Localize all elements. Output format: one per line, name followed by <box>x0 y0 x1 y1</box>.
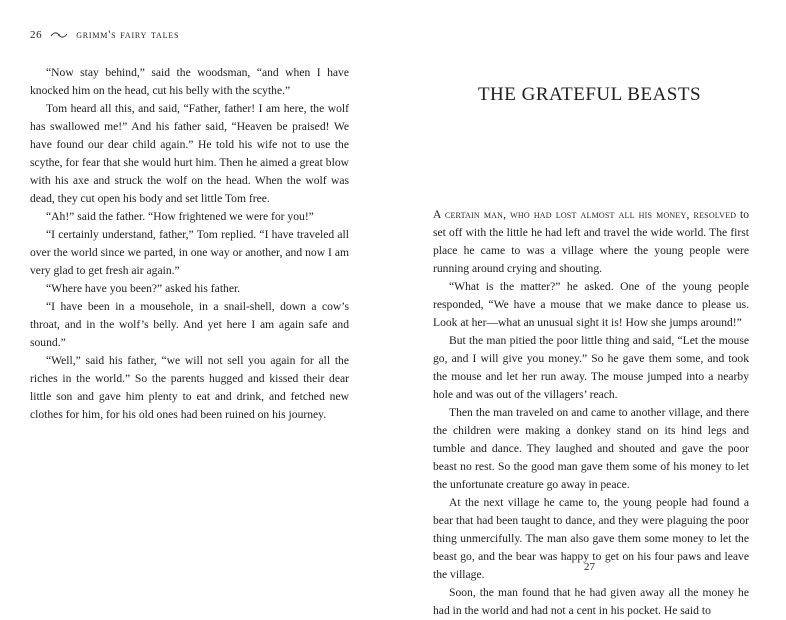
running-head-title: grimm's fairy tales <box>76 27 180 41</box>
right-page-text <box>433 206 749 620</box>
story-title: THE GRATEFUL BEASTS <box>477 84 702 105</box>
paragraph: “Well,” said his father, “we will not sell you again for all the riches in the world.” So the parents hugged and kissed their dear little son and gave him plenty to eat and drink, and fetched new clothes for him, for his old ones had been ruined on his journey. <box>30 354 349 421</box>
right-page <box>393 0 786 617</box>
page-number-left: 26 <box>30 28 43 41</box>
opening-lead: A certain man, who had lost almost all his money, resolved <box>433 208 737 221</box>
paragraph: Tom heard all this, and said, “Father, father! I am here, the wolf has swallowed me!” And his father said, “Heaven be praised! We have found our dear child again.” He told his wife not to use the scythe, for fear that she would hurt him. Then he aimed a great blow with his axe and struck the wolf on the head. When the wolf was dead, they cut open his body and set little Tom free. <box>30 102 349 205</box>
paragraph: At the next village he came to, the young people had found a bear that had been taught to dance, and they were plaguing the poor thing unmercifully. The man also gave them some money to let the beast go, and the bear was happy to get on his four paws and leave the village. <box>433 496 749 581</box>
running-head <box>30 27 179 42</box>
paragraph: Soon, the man found that he had given away all the money he had in the world and had not a cent in his pocket. He said to <box>433 586 749 617</box>
paragraph: “Where have you been?” asked his father. <box>46 282 241 295</box>
opening-rest: to set off with the little he had left and travel the wide world. The first place he came to was a village where the young people were running around crying and shouting. <box>433 208 749 275</box>
paragraph: “I certainly understand, father,” Tom replied. “I have traveled all over the world since we parted, in one way or another, and now I am very glad to get fresh air again.” <box>30 228 349 277</box>
left-page <box>0 0 393 600</box>
paragraph: Then the man traveled on and came to another village, and there the children were making a donkey stand on its hind legs and tumble and dance. They laughed and shouted and gave the poor beast no rest. So the good man gave them some of his money to let the unfortunate creature go away in peace. <box>433 406 749 491</box>
paragraph: But the man pitied the poor little thing and said, “Let the mouse go, and I will give you money.” So he gave them some, and took the mouse and let her run away. The mouse jumped into a nearby hole and was out of the villagers’ reach. <box>433 334 749 401</box>
paragraph: “What is the matter?” he asked. One of the young people responded, “We have a mouse that we make dance to please us. Look at her—what an unusual sight it is! How she jumps around!” <box>433 280 749 329</box>
opening-paragraph <box>433 206 749 278</box>
paragraph: “Ah!” said the father. “How frightened we were for you!” <box>46 210 314 223</box>
left-page-text <box>30 64 349 424</box>
page-number-right: 27 <box>584 561 595 573</box>
paragraph: “I have been in a mousehole, in a snail-shell, down a cow’s throat, and in the wolf’s belly. And yet here I am again safe and sound.” <box>30 300 349 349</box>
ornament-icon <box>50 31 68 39</box>
paragraph: “Now stay behind,” said the woodsman, “and when I have knocked him on the head, cut his belly with the scythe.” <box>30 66 349 97</box>
